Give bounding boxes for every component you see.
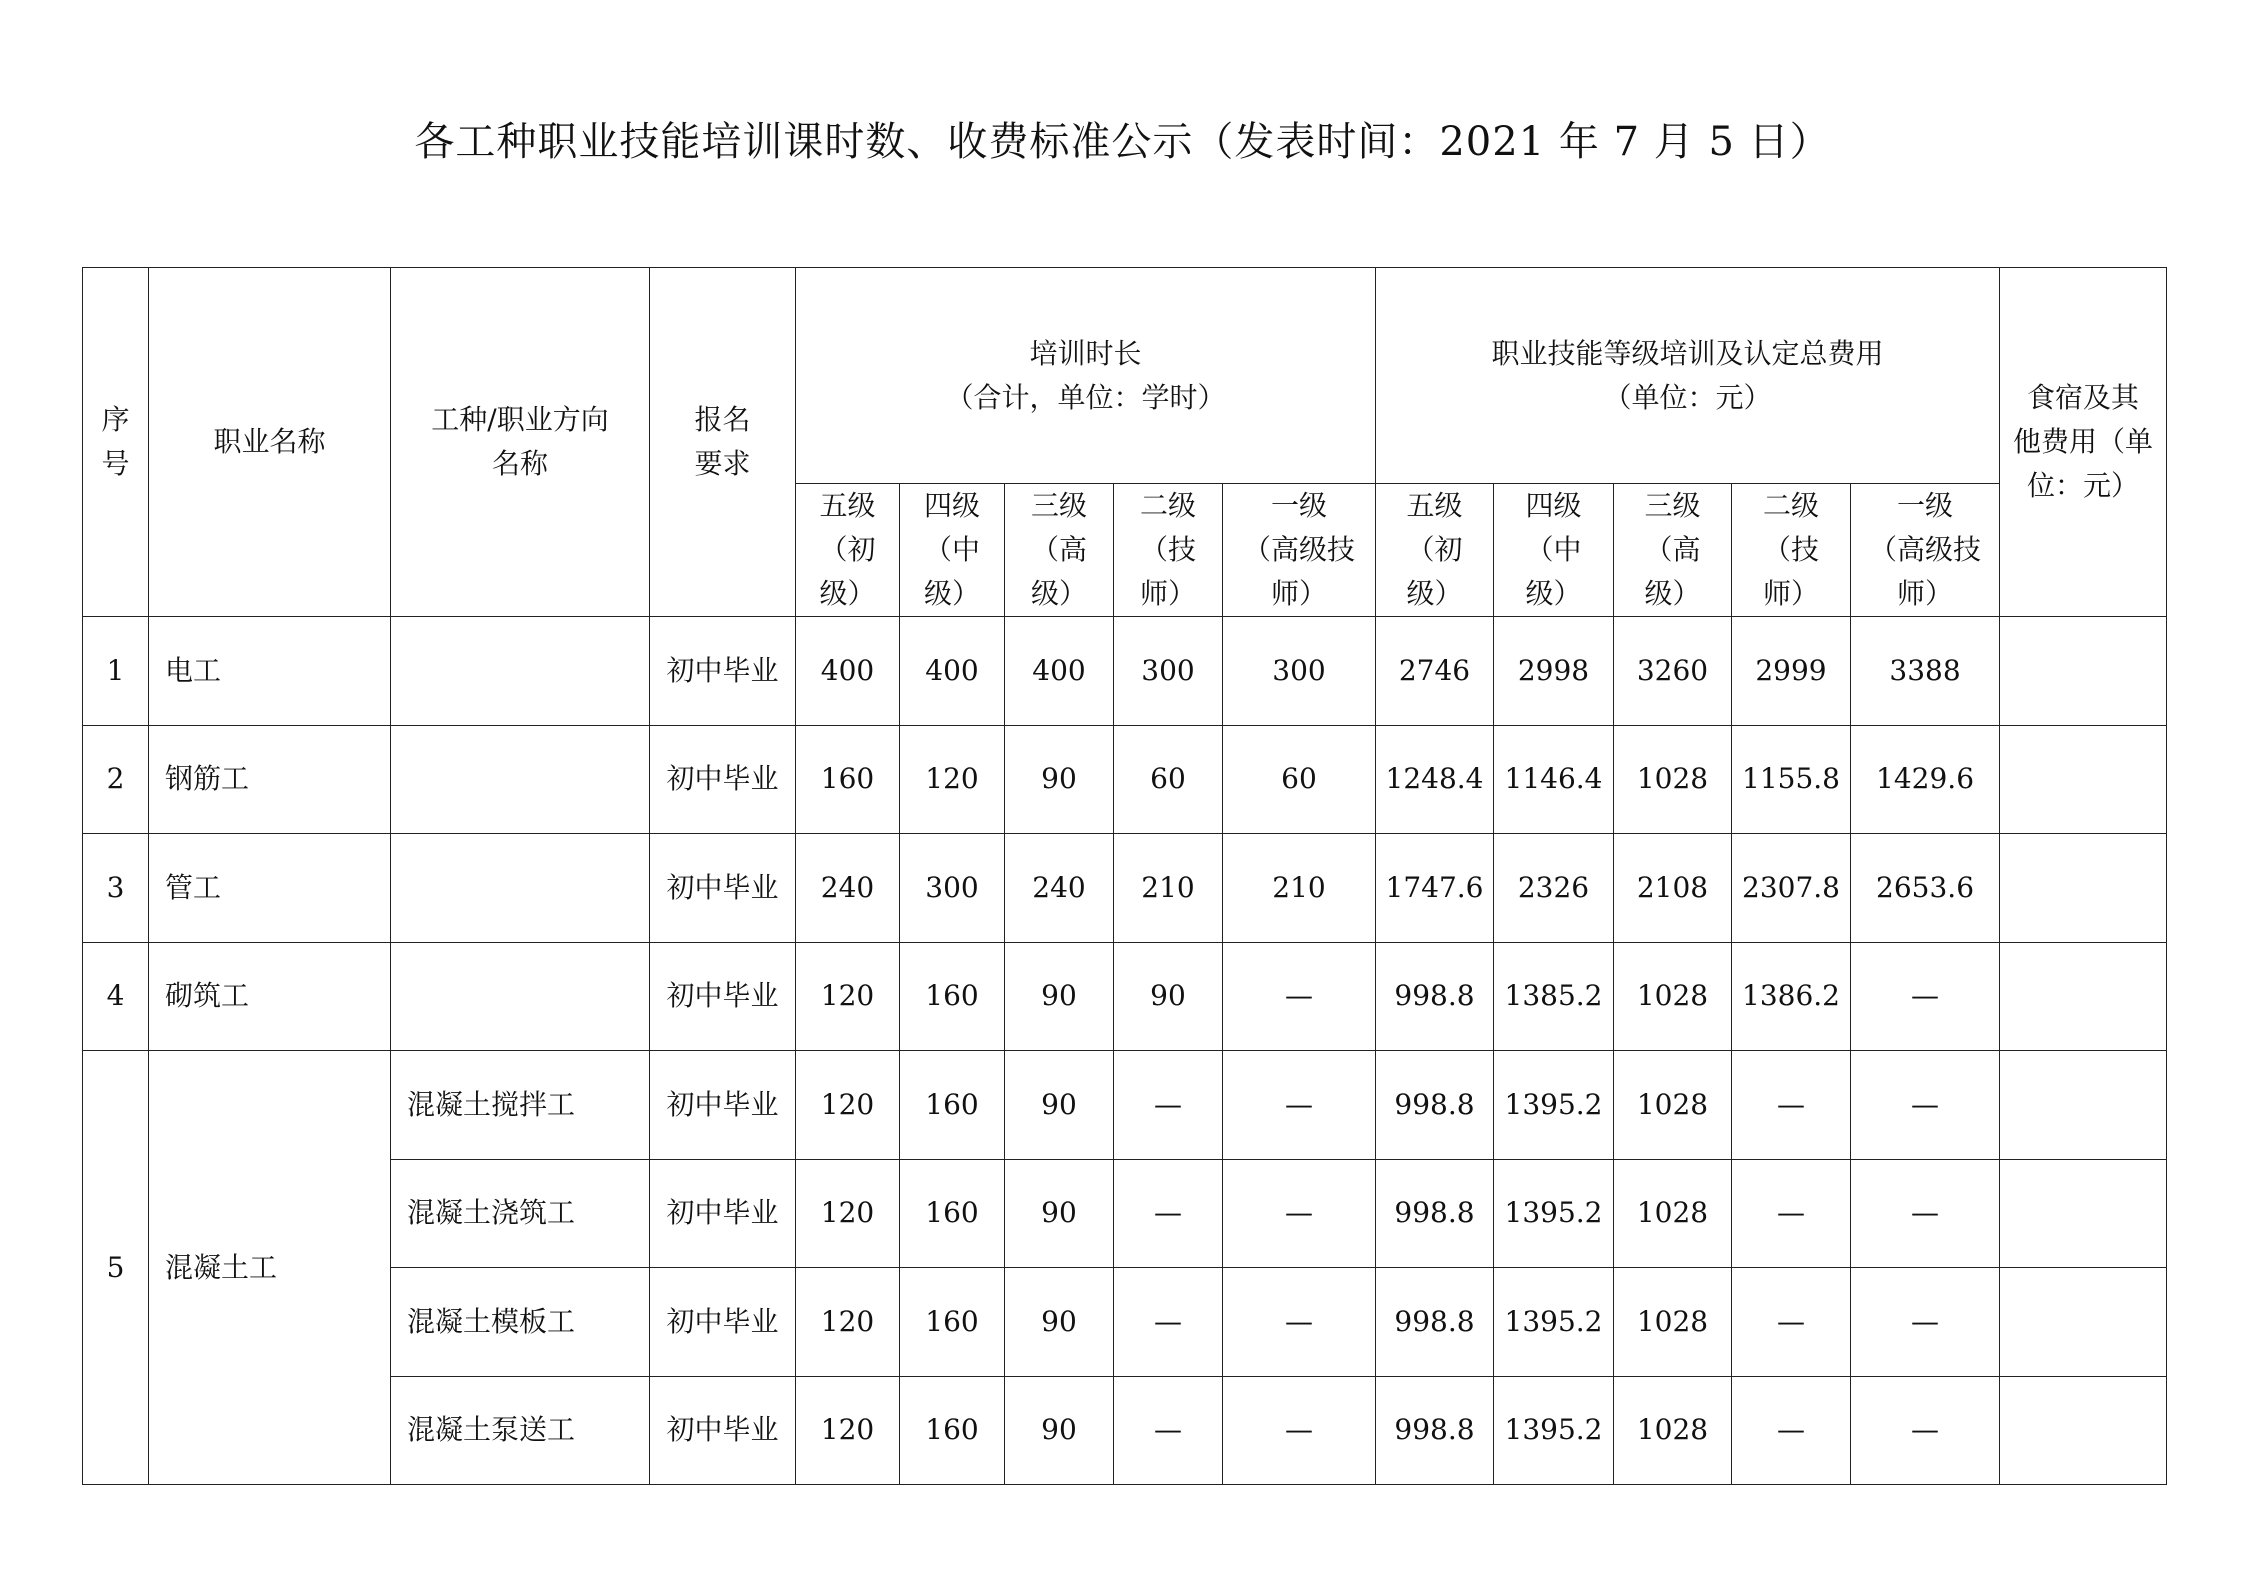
header-hours-level-1: 一级 （高级技 师） xyxy=(1223,484,1376,617)
hours-cell: 400 xyxy=(796,617,900,726)
header-requirement: 报名 要求 xyxy=(650,268,796,617)
hours-cell: 160 xyxy=(900,1268,1005,1377)
fee-cell: 1395.2 xyxy=(1494,1159,1614,1268)
fee-cell: 998.8 xyxy=(1376,942,1494,1051)
hours-cell: 400 xyxy=(900,617,1005,726)
fee-cell: — xyxy=(1851,1159,2000,1268)
header-occupation: 职业名称 xyxy=(149,268,391,617)
fee-cell: 1028 xyxy=(1614,1376,1732,1485)
fee-cell: — xyxy=(1732,1051,1851,1160)
fee-cell: — xyxy=(1851,1376,2000,1485)
direction-cell: 混凝土泵送工 xyxy=(391,1376,650,1485)
hours-cell: — xyxy=(1114,1159,1223,1268)
header-hours-level-2: 二级 （技 师） xyxy=(1114,484,1223,617)
hours-cell: 300 xyxy=(900,834,1005,943)
fee-cell: — xyxy=(1732,1268,1851,1377)
fee-cell: 1395.2 xyxy=(1494,1051,1614,1160)
header-hours-level-4: 四级 （中 级） xyxy=(900,484,1005,617)
hours-cell: 60 xyxy=(1223,725,1376,834)
fee-cell: — xyxy=(1851,1051,2000,1160)
hours-cell: 120 xyxy=(796,1268,900,1377)
hours-cell: 90 xyxy=(1005,1268,1114,1377)
fee-cell: 2108 xyxy=(1614,834,1732,943)
hours-cell: 120 xyxy=(796,942,900,1051)
fee-cell: 1385.2 xyxy=(1494,942,1614,1051)
hours-cell: — xyxy=(1223,1051,1376,1160)
other-fee-cell xyxy=(2000,834,2167,943)
table-row xyxy=(83,725,2167,834)
direction-cell xyxy=(391,617,650,726)
page-title: 各工种职业技能培训课时数、收费标准公示（发表时间：2021 年 7 月 5 日） xyxy=(414,119,1831,165)
fee-cell: 1155.8 xyxy=(1732,725,1851,834)
table-row xyxy=(83,1376,2167,1485)
seq-cell: 3 xyxy=(83,834,149,943)
fee-cell: 1028 xyxy=(1614,942,1732,1051)
fee-table xyxy=(82,267,2167,1485)
fee-cell: 1146.4 xyxy=(1494,725,1614,834)
hours-cell: 90 xyxy=(1005,1376,1114,1485)
header-direction: 工种/职业方向 名称 xyxy=(391,268,650,617)
requirement-cell: 初中毕业 xyxy=(650,1376,796,1485)
hours-cell: — xyxy=(1114,1051,1223,1160)
seq-cell: 5 xyxy=(83,1051,149,1485)
table-row xyxy=(83,1159,2167,1268)
direction-cell: 混凝土搅拌工 xyxy=(391,1051,650,1160)
fee-cell: — xyxy=(1851,942,2000,1051)
hours-cell: 120 xyxy=(796,1159,900,1268)
hours-cell: — xyxy=(1223,942,1376,1051)
hours-cell: — xyxy=(1223,1159,1376,1268)
hours-cell: 90 xyxy=(1005,1051,1114,1160)
fee-cell: — xyxy=(1732,1159,1851,1268)
hours-cell: — xyxy=(1223,1376,1376,1485)
requirement-cell: 初中毕业 xyxy=(650,1051,796,1160)
direction-cell xyxy=(391,725,650,834)
hours-cell: 160 xyxy=(900,1159,1005,1268)
table-row xyxy=(83,1268,2167,1377)
direction-cell: 混凝土模板工 xyxy=(391,1268,650,1377)
other-fee-cell xyxy=(2000,617,2167,726)
occupation-cell: 管工 xyxy=(149,834,391,943)
table-row xyxy=(83,834,2167,943)
hours-cell: 60 xyxy=(1114,725,1223,834)
header-fee-level-4: 四级 （中 级） xyxy=(1494,484,1614,617)
hours-cell: 300 xyxy=(1114,617,1223,726)
seq-cell: 4 xyxy=(83,942,149,1051)
requirement-cell: 初中毕业 xyxy=(650,1268,796,1377)
occupation-cell: 砌筑工 xyxy=(149,942,391,1051)
requirement-cell: 初中毕业 xyxy=(650,725,796,834)
header-hours-level-5: 五级 （初 级） xyxy=(796,484,900,617)
fee-cell: 998.8 xyxy=(1376,1268,1494,1377)
fee-cell: 1386.2 xyxy=(1732,942,1851,1051)
requirement-cell: 初中毕业 xyxy=(650,834,796,943)
header-fee-level-1: 一级 （高级技 师） xyxy=(1851,484,2000,617)
fee-cell: 2326 xyxy=(1494,834,1614,943)
hours-cell: — xyxy=(1114,1376,1223,1485)
header-training-hours: 培训时长 （合计，单位：学时） xyxy=(796,268,1376,484)
hours-cell: 210 xyxy=(1114,834,1223,943)
fee-cell: 1395.2 xyxy=(1494,1268,1614,1377)
fee-cell: 2998 xyxy=(1494,617,1614,726)
occupation-cell: 电工 xyxy=(149,617,391,726)
requirement-cell: 初中毕业 xyxy=(650,1159,796,1268)
other-fee-cell xyxy=(2000,1376,2167,1485)
header-seq: 序 号 xyxy=(83,268,149,617)
header-other-fee: 食宿及其 他费用（单 位：元） xyxy=(2000,268,2167,617)
hours-cell: 300 xyxy=(1223,617,1376,726)
direction-cell xyxy=(391,942,650,1051)
hours-cell: 90 xyxy=(1005,725,1114,834)
table-row xyxy=(83,1051,2167,1160)
header-total-fee: 职业技能等级培训及认定总费用 （单位：元） xyxy=(1376,268,2000,484)
hours-cell: 90 xyxy=(1005,942,1114,1051)
hours-cell: 120 xyxy=(796,1051,900,1160)
seq-cell: 1 xyxy=(83,617,149,726)
fee-cell: 2653.6 xyxy=(1851,834,2000,943)
table-row xyxy=(83,617,2167,726)
header-fee-level-3: 三级 （高 级） xyxy=(1614,484,1732,617)
occupation-cell: 混凝土工 xyxy=(149,1051,391,1485)
seq-cell: 2 xyxy=(83,725,149,834)
fee-cell: 1747.6 xyxy=(1376,834,1494,943)
fee-cell: 1248.4 xyxy=(1376,725,1494,834)
fee-cell: — xyxy=(1851,1268,2000,1377)
direction-cell: 混凝土浇筑工 xyxy=(391,1159,650,1268)
fee-cell: 1028 xyxy=(1614,1159,1732,1268)
fee-cell: 1429.6 xyxy=(1851,725,2000,834)
fee-cell: 1028 xyxy=(1614,1051,1732,1160)
hours-cell: — xyxy=(1223,1268,1376,1377)
hours-cell: 90 xyxy=(1005,1159,1114,1268)
fee-cell: 998.8 xyxy=(1376,1051,1494,1160)
fee-cell: 2746 xyxy=(1376,617,1494,726)
hours-cell: 120 xyxy=(900,725,1005,834)
hours-cell: 160 xyxy=(796,725,900,834)
fee-cell: 998.8 xyxy=(1376,1159,1494,1268)
fee-cell: 2999 xyxy=(1732,617,1851,726)
fee-cell: 3388 xyxy=(1851,617,2000,726)
other-fee-cell xyxy=(2000,1051,2167,1160)
hours-cell: 240 xyxy=(1005,834,1114,943)
occupation-cell: 钢筋工 xyxy=(149,725,391,834)
requirement-cell: 初中毕业 xyxy=(650,617,796,726)
fee-cell: — xyxy=(1732,1376,1851,1485)
requirement-cell: 初中毕业 xyxy=(650,942,796,1051)
hours-cell: 160 xyxy=(900,1051,1005,1160)
hours-cell: 400 xyxy=(1005,617,1114,726)
fee-cell: 1395.2 xyxy=(1494,1376,1614,1485)
fee-cell: 2307.8 xyxy=(1732,834,1851,943)
table-row xyxy=(83,942,2167,1051)
hours-cell: 120 xyxy=(796,1376,900,1485)
other-fee-cell xyxy=(2000,1268,2167,1377)
fee-cell: 1028 xyxy=(1614,1268,1732,1377)
other-fee-cell xyxy=(2000,1159,2167,1268)
header-fee-level-5: 五级 （初 级） xyxy=(1376,484,1494,617)
header-hours-level-3: 三级 （高 级） xyxy=(1005,484,1114,617)
fee-cell: 3260 xyxy=(1614,617,1732,726)
other-fee-cell xyxy=(2000,725,2167,834)
direction-cell xyxy=(391,834,650,943)
other-fee-cell xyxy=(2000,942,2167,1051)
fee-cell: 998.8 xyxy=(1376,1376,1494,1485)
fee-cell: 1028 xyxy=(1614,725,1732,834)
hours-cell: 160 xyxy=(900,942,1005,1051)
hours-cell: 90 xyxy=(1114,942,1223,1051)
header-fee-level-2: 二级 （技 师） xyxy=(1732,484,1851,617)
hours-cell: 240 xyxy=(796,834,900,943)
hours-cell: — xyxy=(1114,1268,1223,1377)
hours-cell: 210 xyxy=(1223,834,1376,943)
hours-cell: 160 xyxy=(900,1376,1005,1485)
